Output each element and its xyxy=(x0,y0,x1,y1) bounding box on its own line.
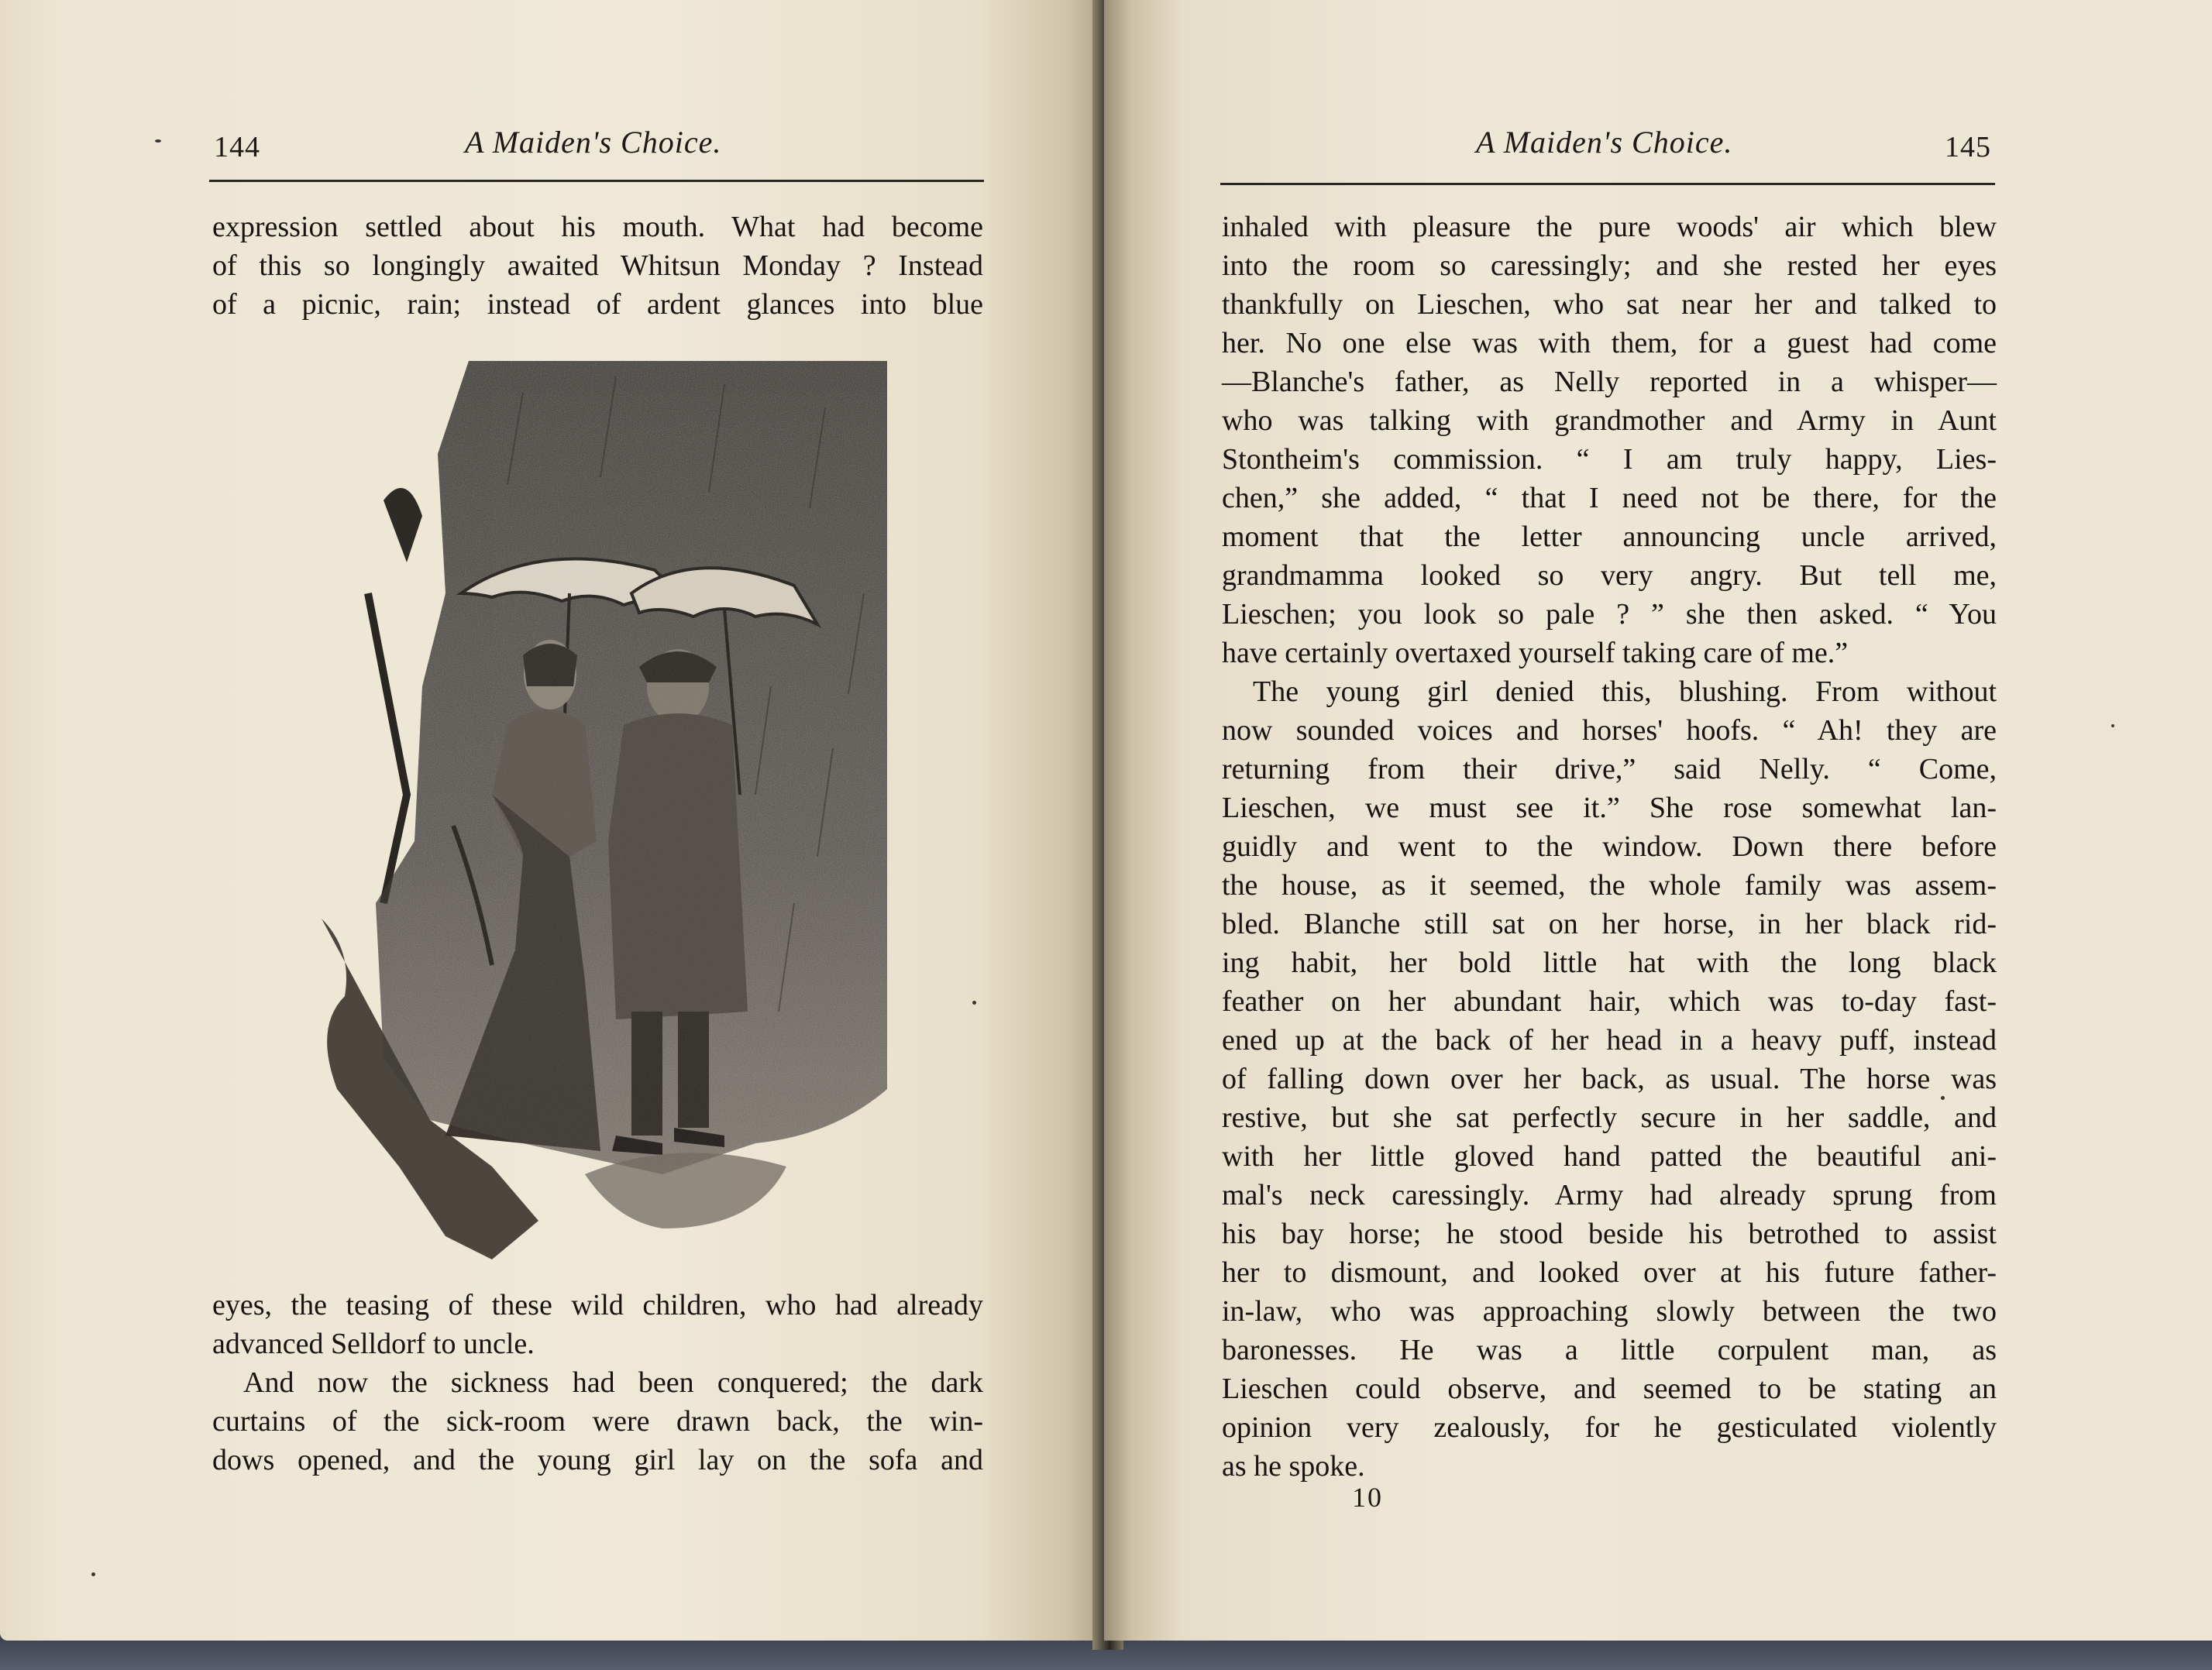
text-line: the house, as it seemed, the whole family was assem- xyxy=(1222,869,1997,902)
right-running-title: A Maiden's Choice. xyxy=(1476,125,1733,160)
left-page xyxy=(0,0,1112,1641)
text-line: chen,” she added, “ that I need not be there, for the xyxy=(1222,482,1997,514)
paper-speck xyxy=(1941,1096,1945,1100)
text-line: The young girl denied this, blushing. From without xyxy=(1253,675,1997,708)
left-page-number: 144 xyxy=(214,131,260,163)
text-line: restive, but she sat perfectly secure in her saddle, and xyxy=(1222,1101,1997,1134)
right-page xyxy=(1104,0,2212,1641)
text-line: —Blanche's father, as Nelly reported in a whisper— xyxy=(1222,366,1997,398)
left-text-top xyxy=(212,208,983,324)
text-line: who was talking with grandmother and Army in Aunt xyxy=(1222,404,1997,437)
text-line: her to dismount, and looked over at his future father- xyxy=(1222,1256,1997,1289)
paper-speck xyxy=(155,139,161,143)
text-line: into the room so caressingly; and she rested her eyes xyxy=(1222,249,1997,282)
signature-mark: 10 xyxy=(1352,1482,1383,1513)
text-line: bled. Blanche still sat on her horse, in her black rid- xyxy=(1222,908,1997,940)
text-line: inhaled with pleasure the pure woods' air which blew xyxy=(1222,211,1997,243)
rain-umbrella-illustration xyxy=(291,361,895,1267)
text-line: Lieschen; you look so pale ? ” she then asked. “ You xyxy=(1222,598,1997,631)
paper-speck xyxy=(972,1001,976,1005)
left-text-bottom xyxy=(212,1286,983,1479)
text-line: Stontheim's commission. “ I am truly happy, Lies- xyxy=(1222,443,1997,476)
right-page-number: 145 xyxy=(1945,131,1991,163)
text-line: ing habit, her bold little hat with the long black xyxy=(1222,947,1997,979)
text-line: Lieschen, we must see it.” She rose somewhat lan- xyxy=(1222,792,1997,824)
left-running-title: A Maiden's Choice. xyxy=(465,125,722,160)
text-line: as he spoke. xyxy=(1222,1450,1365,1483)
text-line: guidly and went to the window. Down there before xyxy=(1222,830,1997,863)
left-header-rule xyxy=(209,180,984,182)
paper-speck xyxy=(91,1572,95,1576)
text-line: thankfully on Lieschen, who sat near her and talked to xyxy=(1222,288,1997,321)
text-line: now sounded voices and horses' hoofs. “ Ah! they are xyxy=(1222,714,1997,747)
text-line: dows opened, and the young girl lay on the sofa and xyxy=(212,1444,983,1476)
text-line: grandmamma looked so very angry. But tell me, xyxy=(1222,559,1997,592)
text-line: baronesses. He was a little corpulent man, as xyxy=(1222,1334,1997,1366)
text-line: And now the sickness had been conquered; the dark xyxy=(243,1366,983,1399)
text-line: expression settled about his mouth. What had become xyxy=(212,211,983,243)
paper-speck xyxy=(2111,724,2114,727)
text-line: have certainly overtaxed yourself taking care of me.” xyxy=(1222,637,1849,669)
right-header-rule xyxy=(1220,183,1995,185)
text-line: mal's neck caressingly. Army had already sprung from xyxy=(1222,1179,1997,1211)
text-line: curtains of the sick-room were drawn back, the win- xyxy=(212,1405,983,1438)
text-line: moment that the letter announcing uncle arrived, xyxy=(1222,521,1997,553)
right-text xyxy=(1222,208,1997,1486)
text-line: with her little gloved hand patted the beautiful ani- xyxy=(1222,1140,1997,1173)
text-line: opinion very zealously, for he gesticulated violently xyxy=(1222,1411,1997,1444)
text-line: feather on her abundant hair, which was to-day fast- xyxy=(1222,985,1997,1018)
text-line: of this so longingly awaited Whitsun Monday ? Instead xyxy=(212,249,983,282)
text-line: ened up at the back of her head in a heavy puff, instead xyxy=(1222,1024,1997,1057)
text-line: of falling down over her back, as usual. The horse was xyxy=(1222,1063,1997,1095)
text-line: Lieschen could observe, and seemed to be stating an xyxy=(1222,1373,1997,1405)
text-line: in-law, who was approaching slowly between the two xyxy=(1222,1295,1997,1328)
text-line: eyes, the teasing of these wild children, who had already xyxy=(212,1289,983,1321)
text-line: advanced Selldorf to uncle. xyxy=(212,1328,535,1360)
text-line: returning from their drive,” said Nelly. “ Come, xyxy=(1222,753,1997,785)
text-line: of a picnic, rain; instead of ardent glances into blue xyxy=(212,288,983,321)
text-line: his bay horse; he stood beside his betrothed to assist xyxy=(1222,1218,1997,1250)
text-line: her. No one else was with them, for a guest had come xyxy=(1222,327,1997,359)
